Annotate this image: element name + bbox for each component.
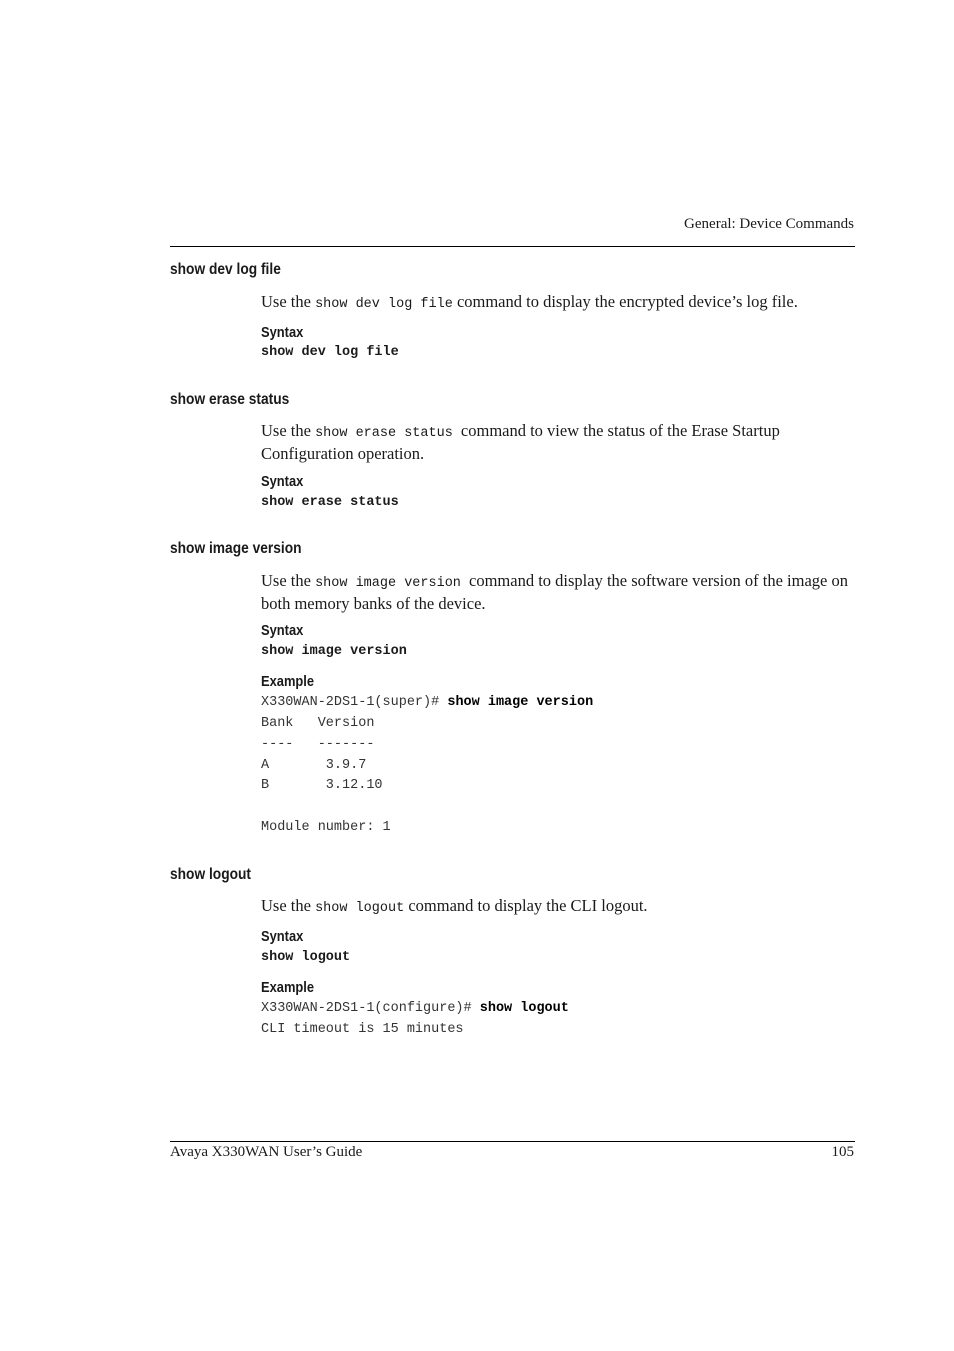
cli-command: show logout	[479, 1001, 569, 1016]
section-heading-show-dev-log-file: show dev log file	[170, 261, 281, 278]
desc-text: Use the	[261, 421, 316, 440]
inline-code: show logout	[315, 901, 405, 916]
desc-text: command to display the CLI logout.	[404, 896, 648, 915]
syntax-label: Syntax	[261, 324, 304, 341]
desc-text: Use the	[261, 292, 316, 311]
syntax-command: show image version	[261, 644, 407, 659]
example-label: Example	[261, 673, 315, 690]
example-output-line: ---- -------	[261, 737, 375, 752]
desc-text: command to display the encrypted device’s log file.	[452, 292, 798, 311]
inline-code: show erase status	[315, 426, 461, 441]
cli-command: show image version	[447, 695, 594, 710]
inline-code: show image version	[315, 576, 470, 591]
syntax-command: show dev log file	[261, 345, 399, 360]
syntax-command: show logout	[261, 950, 351, 965]
example-output-line: A 3.9.7	[261, 758, 367, 773]
syntax-label: Syntax	[261, 473, 304, 490]
cli-prompt: X330WAN-2DS1-1(super)#	[261, 695, 448, 710]
footer-rule	[170, 1141, 855, 1142]
example-output-line: B 3.12.10	[261, 778, 383, 793]
header-rule	[170, 246, 855, 247]
section-description	[261, 421, 855, 464]
section-description	[261, 571, 855, 614]
syntax-command: show erase status	[261, 495, 399, 510]
section-heading-show-logout: show logout	[170, 866, 252, 883]
example-output-line: Bank Version	[261, 716, 375, 731]
footer-book-title: Avaya X330WAN User’s Guide	[170, 1144, 363, 1160]
running-header: General: Device Commands	[684, 216, 854, 232]
example-prompt-line	[261, 1001, 569, 1016]
example-prompt-line	[261, 695, 593, 710]
syntax-label: Syntax	[261, 928, 304, 945]
desc-text: command to view the status of the Erase Startup Configuration operation.	[261, 421, 780, 463]
example-output-line: CLI timeout is 15 minutes	[261, 1022, 464, 1037]
example-output-line: Module number: 1	[261, 820, 391, 835]
section-heading-show-image-version: show image version	[170, 540, 302, 557]
section-description	[261, 896, 855, 919]
example-label: Example	[261, 979, 315, 996]
desc-text: Use the	[261, 896, 316, 915]
cli-prompt: X330WAN-2DS1-1(configure)#	[261, 1001, 480, 1016]
section-description	[261, 292, 855, 315]
page-number: 105	[831, 1144, 854, 1160]
desc-text: Use the	[261, 571, 316, 590]
syntax-label: Syntax	[261, 622, 304, 639]
inline-code: show dev log file	[315, 297, 453, 312]
section-heading-show-erase-status: show erase status	[170, 391, 290, 408]
desc-text: command to display the software version of the image on both memory banks of the device.	[261, 571, 848, 613]
